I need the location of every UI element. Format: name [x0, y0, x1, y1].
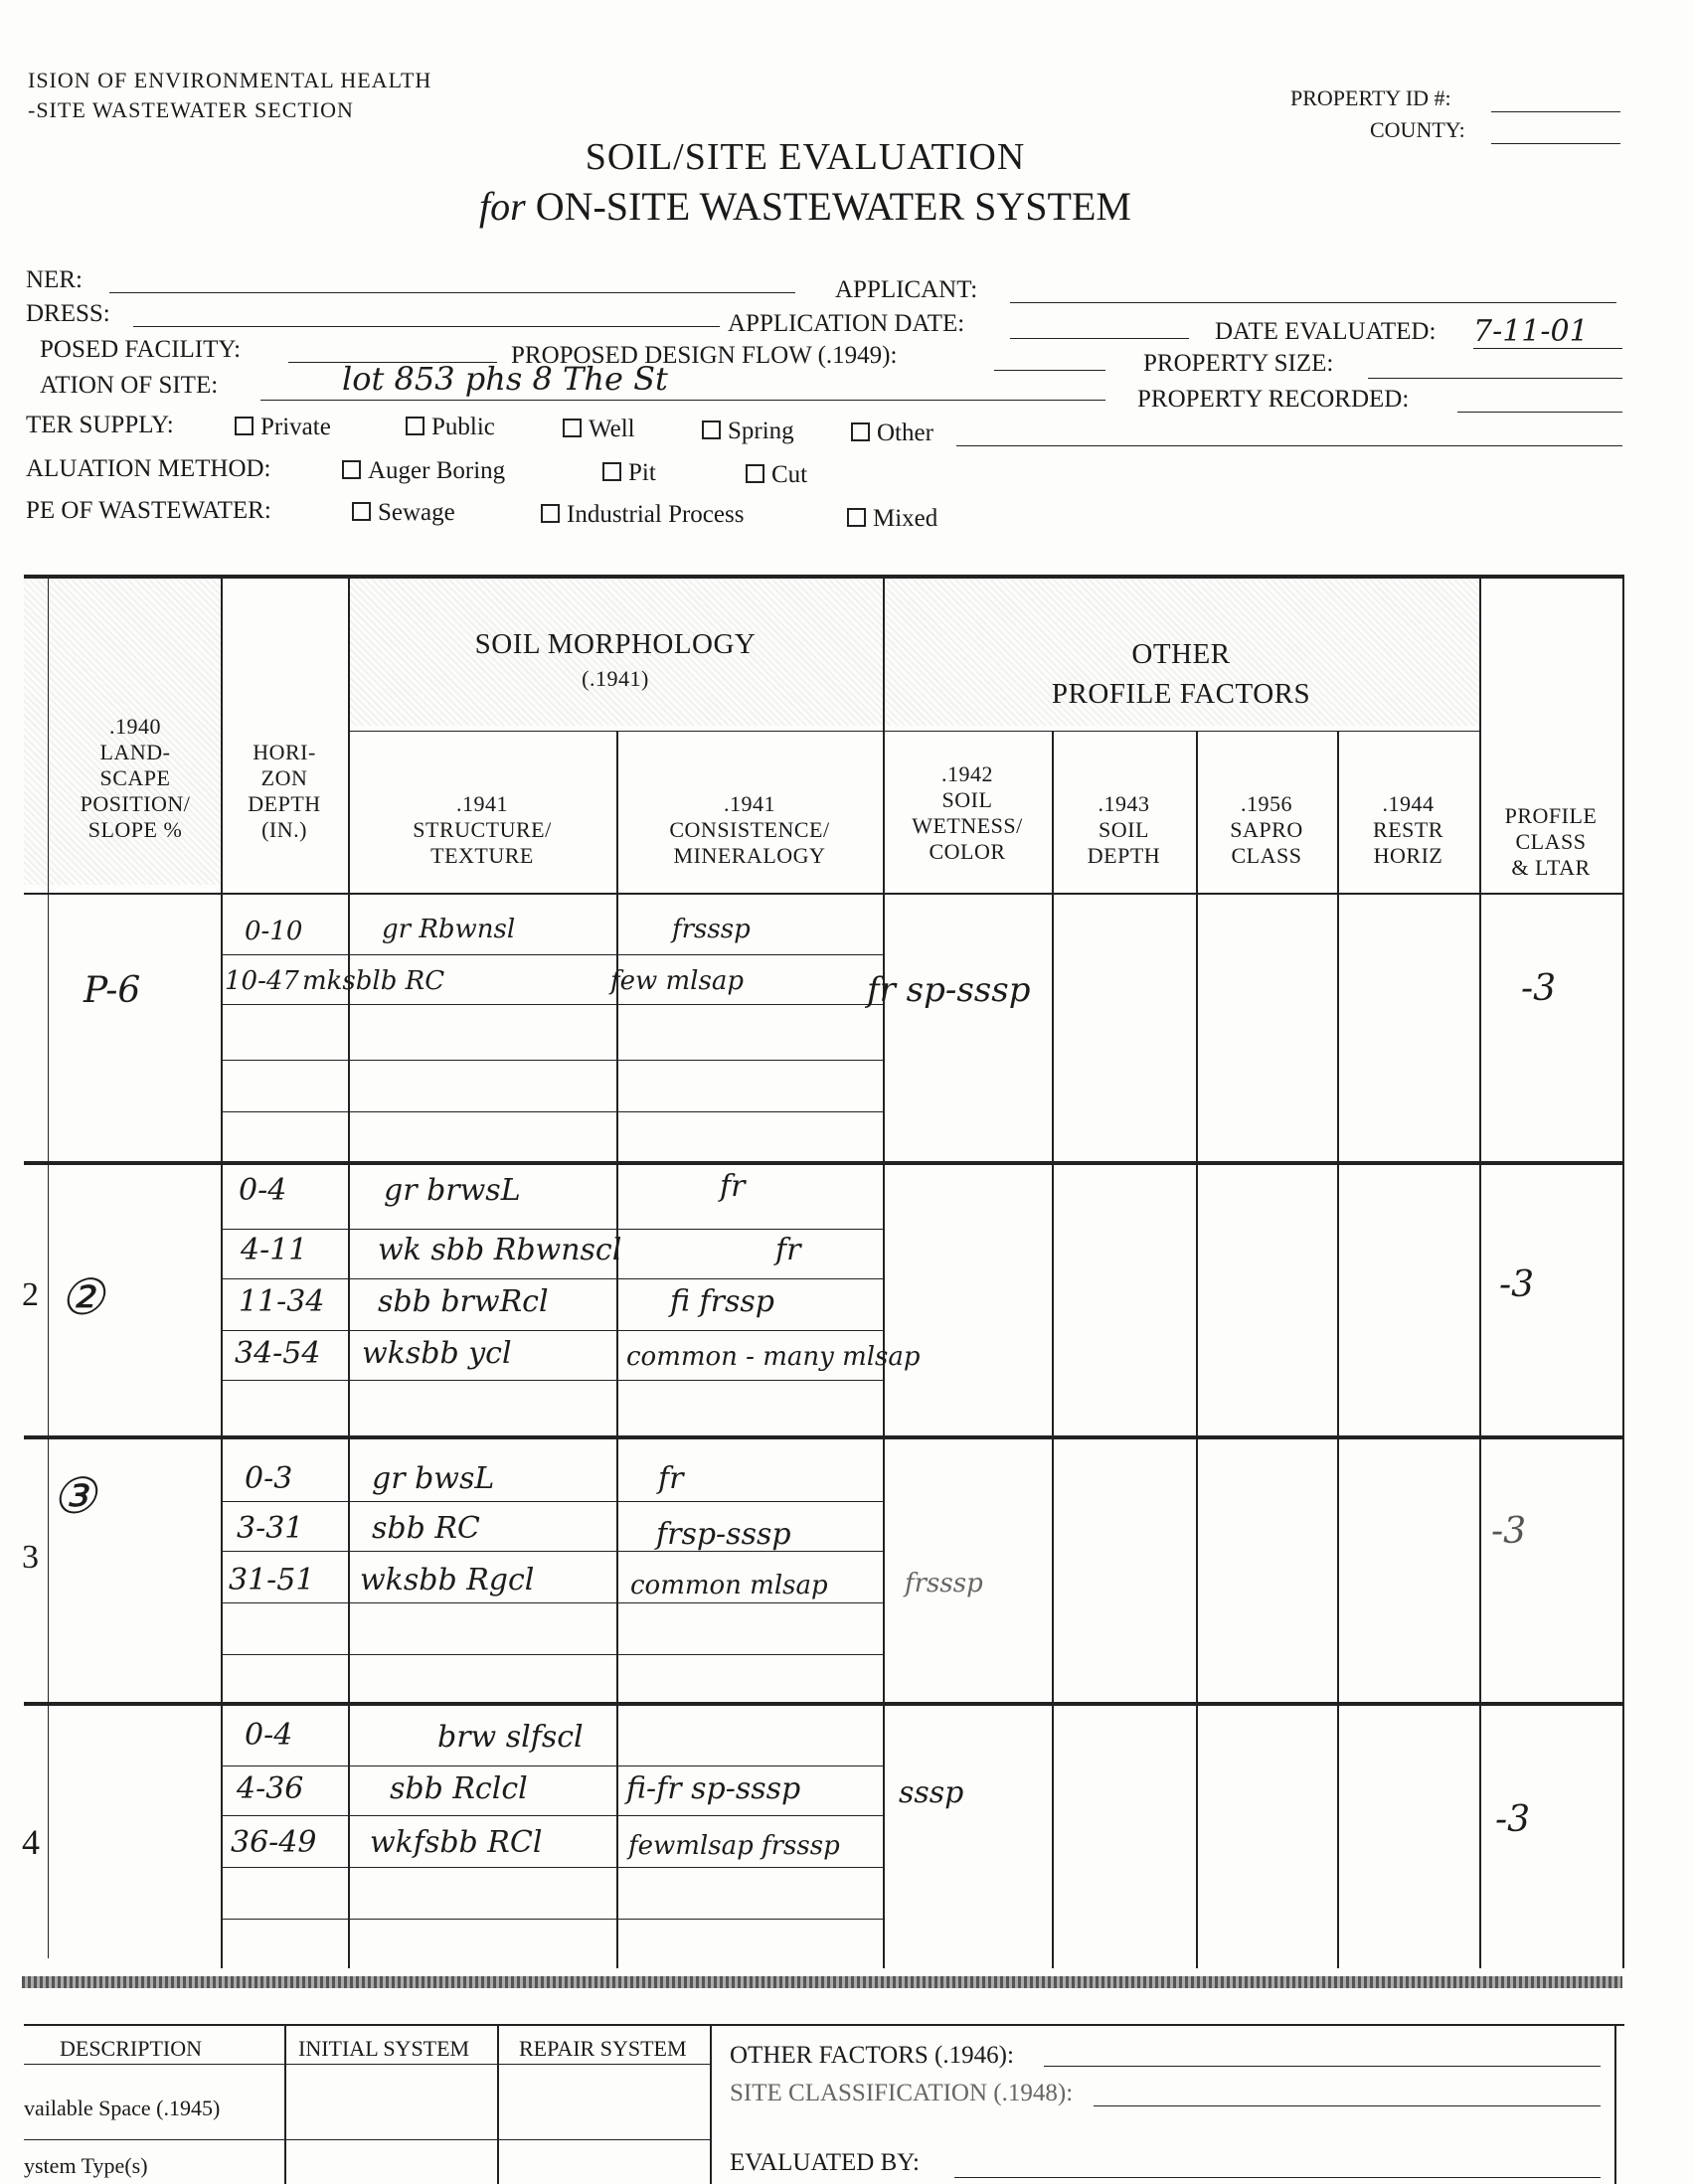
method-auger-checkbox[interactable] [342, 460, 361, 479]
method-pit-checkbox[interactable] [602, 462, 621, 481]
evaluation-method-label: ALUATION METHOD: [26, 455, 271, 482]
p3-structure-2: sbb RC [372, 1511, 480, 1546]
p1-rule-1 [221, 954, 883, 955]
location-label: ATION OF SITE: [40, 372, 219, 399]
left-edge-line [48, 577, 49, 1958]
profile-3-label: ③ [52, 1467, 96, 1525]
water-public-option[interactable]: Public [406, 414, 495, 441]
wastewater-industrial-checkbox[interactable] [541, 504, 560, 523]
date-evaluated-line [1473, 348, 1622, 349]
p3-wetness-3: frsssp [905, 1569, 983, 1598]
header-group-divider [348, 731, 1481, 732]
p3-depth-1: 0-3 [245, 1461, 293, 1496]
method-auger-option[interactable]: Auger Boring [342, 457, 505, 485]
water-other-checkbox[interactable] [851, 422, 870, 441]
p3-depth-3: 31-51 [229, 1563, 315, 1597]
application-date-label: APPLICATION DATE: [728, 310, 965, 337]
property-id-label: PROPERTY ID #: [1290, 85, 1451, 110]
water-private-option[interactable]: Private [235, 414, 331, 441]
method-cut-option[interactable]: Cut [746, 461, 807, 489]
p4-structure-1: brw slfscl [437, 1720, 584, 1755]
col-divider-7 [1337, 731, 1339, 1968]
p2-consistence-3: fi frssp [670, 1284, 774, 1319]
table-top-border [24, 575, 1624, 579]
p2-structure-1: gr brwsL [384, 1173, 521, 1208]
col-divider-2 [348, 577, 350, 1968]
p3-depth-2: 3-31 [237, 1511, 304, 1546]
p3-rule-4 [221, 1654, 883, 1655]
p2-rule-2 [221, 1278, 883, 1279]
county-label: COUNTY: [1370, 117, 1465, 142]
header-bottom-border [24, 893, 1624, 895]
agency-line-2: -SITE WASTEWATER SECTION [28, 97, 354, 122]
p1-consistence-1: frsssp [672, 915, 751, 944]
p3-rule-3 [221, 1602, 883, 1603]
profile-2-bottom [24, 1435, 1624, 1439]
page-subtitle [0, 183, 1610, 230]
site-classification-field[interactable] [1094, 2105, 1601, 2106]
owner-field[interactable] [109, 292, 795, 293]
p2-structure-4: wksbb ycl [362, 1336, 512, 1371]
address-label: DRESS: [26, 300, 110, 327]
p1-depth-2: 10-47 [225, 966, 299, 996]
col-divider-8 [1479, 577, 1481, 1968]
subtitle-for: for [479, 184, 526, 229]
p3-consistence-3: common mlsap [630, 1571, 828, 1600]
col-header-horizon-depth: HORI- ZON DEPTH (IN.) [248, 740, 321, 842]
separator-band [22, 1976, 1622, 1988]
other-factors-title-1: OTHER [1131, 638, 1231, 670]
water-spring-checkbox[interactable] [702, 420, 721, 439]
soil-morphology-title: SOIL MORPHOLOGY [474, 628, 757, 660]
date-evaluated-label: DATE EVALUATED: [1215, 318, 1437, 345]
profile-3-bottom [24, 1702, 1624, 1706]
applicant-label: APPLICANT: [835, 276, 978, 303]
p2-depth-1: 0-4 [239, 1173, 287, 1208]
col-header-profile: PROFILE CLASS & LTAR [1504, 803, 1598, 880]
p3-structure-3: wksbb Rgcl [360, 1563, 535, 1597]
profile-2-edge: 2 [22, 1276, 39, 1313]
water-private-checkbox[interactable] [235, 417, 254, 435]
profile-3-class: -3 [1491, 1511, 1527, 1552]
p4-rule-4 [221, 1919, 883, 1920]
col-divider-3 [616, 731, 618, 1968]
design-flow-label: PROPOSED DESIGN FLOW (.1949): [511, 342, 898, 369]
p4-wetness-2: sssp [899, 1775, 964, 1810]
p1-depth-1: 0-10 [245, 917, 303, 946]
p2-rule-3 [221, 1330, 883, 1331]
p2-depth-2: 4-11 [241, 1233, 308, 1267]
profile-3-edge: 3 [22, 1539, 39, 1576]
property-recorded-field[interactable] [1457, 412, 1622, 413]
p3-rule-1 [221, 1501, 883, 1502]
p2-consistence-4: common - many mlsap [626, 1342, 921, 1372]
p4-depth-3: 36-49 [231, 1825, 317, 1860]
profile-1-class: -3 [1521, 968, 1557, 1009]
p1-rule-4 [221, 1111, 883, 1112]
profile-4-edge: 4 [22, 1822, 40, 1862]
col-header-restr: .1944 RESTR HORIZ [1373, 791, 1443, 868]
p1-rule-2 [221, 1004, 883, 1005]
col-header-sapro: .1956 SAPRO CLASS [1230, 791, 1303, 868]
p1-consistence-2: few mlsap [610, 966, 744, 996]
p1-structure-2: mksblb RC [302, 966, 445, 996]
site-classification-label: SITE CLASSIFICATION (.1948): [730, 2080, 1074, 2106]
p2-depth-3: 11-34 [239, 1284, 325, 1319]
p4-depth-2: 4-36 [237, 1771, 304, 1806]
evaluated-by-label: EVALUATED BY: [730, 2149, 920, 2176]
p4-depth-1: 0-4 [245, 1718, 293, 1753]
proposed-facility-label: POSED FACILITY: [40, 336, 242, 363]
applicant-field[interactable] [1010, 302, 1616, 303]
location-value[interactable]: lot 853 phs 8 The St [342, 360, 668, 398]
bottom-header-rule [24, 2064, 710, 2065]
subtitle-rest: ON-SITE WASTEWATER SYSTEM [535, 184, 1131, 229]
wastewater-type-label: PE OF WASTEWATER: [26, 497, 271, 524]
repair-system-header: REPAIR SYSTEM [519, 2036, 687, 2061]
p4-structure-2: sbb Rclcl [390, 1771, 528, 1806]
wastewater-mixed-option[interactable]: Mixed [847, 505, 937, 533]
p4-rule-2 [221, 1815, 883, 1816]
wastewater-industrial-option[interactable]: Industrial Process [541, 501, 744, 529]
col-header-consistence: .1941 CONSISTENCE/ MINERALOGY [669, 791, 830, 868]
bottom-col-divider-2 [497, 2024, 499, 2184]
col-divider-5 [1052, 731, 1054, 1968]
water-spring-option[interactable]: Spring [702, 418, 794, 445]
water-other-option[interactable]: Other [851, 420, 933, 447]
location-field [260, 400, 1105, 401]
p2-rule-1 [221, 1229, 883, 1230]
p2-consistence-2: fr [775, 1233, 801, 1267]
application-date-field[interactable] [1010, 338, 1189, 339]
property-id-field[interactable] [1491, 111, 1620, 112]
available-space-label: vailable Space (.1945) [24, 2096, 221, 2120]
water-supply-label: TER SUPPLY: [26, 412, 174, 438]
wastewater-sewage-checkbox[interactable] [352, 502, 371, 521]
property-size-label: PROPERTY SIZE: [1143, 350, 1334, 377]
p4-rule-3 [221, 1867, 883, 1868]
p3-structure-1: gr bwsL [372, 1461, 495, 1496]
p2-consistence-1: fr [720, 1169, 746, 1204]
col-header-soil-depth: .1943 SOIL DEPTH [1087, 791, 1161, 868]
bottom-right-border [1614, 2024, 1616, 2184]
property-recorded-label: PROPERTY RECORDED: [1137, 386, 1410, 413]
profile-1-label: P-6 [84, 970, 141, 1011]
col-header-landscape: .1940 LAND- SCAPE POSITION/ SLOPE % [80, 714, 191, 842]
water-public-checkbox[interactable] [406, 417, 424, 435]
p2-depth-4: 34-54 [235, 1336, 321, 1371]
property-size-field[interactable] [1368, 378, 1622, 379]
p2-structure-2: wk sbb Rbwnscl [378, 1233, 622, 1267]
evaluated-by-field[interactable] [954, 2177, 1601, 2178]
owner-label: NER: [26, 266, 83, 293]
profile-1-bottom [24, 1161, 1624, 1165]
design-flow-field[interactable] [994, 370, 1105, 371]
address-field[interactable] [133, 326, 720, 327]
water-other-field[interactable] [956, 445, 1622, 446]
p1-wetness-2: fr sp-sssp [867, 970, 1031, 1010]
p1-structure-1: gr Rbwnsl [382, 915, 516, 944]
profile-2-label: ② [60, 1268, 104, 1326]
page-title: SOIL/SITE EVALUATION [585, 136, 1026, 178]
p4-consistence-2: fi-fr sp-sssp [626, 1771, 801, 1806]
bottom-col-divider-1 [284, 2024, 286, 2184]
other-factors-title-2: PROFILE FACTORS [1051, 678, 1311, 710]
other-factors-label: OTHER FACTORS (.1946): [730, 2042, 1014, 2069]
p3-consistence-1: fr [658, 1461, 684, 1496]
water-well-checkbox[interactable] [563, 419, 582, 437]
bottom-col-divider-3 [710, 2024, 712, 2184]
col-header-structure: .1941 STRUCTURE/ TEXTURE [413, 791, 552, 868]
date-evaluated-value[interactable]: 7-11-01 [1473, 314, 1589, 349]
water-well-option[interactable]: Well [563, 416, 635, 443]
method-cut-checkbox[interactable] [746, 464, 764, 483]
p1-rule-3 [221, 1060, 883, 1061]
wastewater-mixed-checkbox[interactable] [847, 508, 866, 527]
method-pit-option[interactable]: Pit [602, 459, 656, 487]
soil-morphology-rule: (.1941) [582, 666, 649, 691]
initial-system-header: INITIAL SYSTEM [298, 2036, 470, 2061]
p4-consistence-3: fewmlsap frsssp [628, 1831, 840, 1861]
bottom-table-top [24, 2024, 1624, 2026]
p4-structure-3: wkfsbb RCl [370, 1825, 543, 1860]
system-types-label: ystem Type(s) [24, 2153, 148, 2178]
p4-rule-1 [221, 1765, 883, 1766]
profile-4-class: -3 [1495, 1799, 1531, 1840]
p2-structure-3: sbb brwRcl [378, 1284, 549, 1319]
p3-consistence-2: frsp-sssp [656, 1517, 791, 1552]
profile-2-class: -3 [1499, 1264, 1535, 1305]
col-divider-6 [1196, 731, 1198, 1968]
wastewater-sewage-option[interactable]: Sewage [352, 499, 455, 527]
bottom-row-rule [24, 2139, 710, 2140]
description-header: DESCRIPTION [60, 2036, 203, 2061]
agency-line-1: ISION OF ENVIRONMENTAL HEALTH [28, 68, 432, 92]
col-header-wetness: .1942 SOIL WETNESS/ COLOR [912, 761, 1023, 864]
table-right-border [1622, 577, 1624, 1968]
other-factors-field[interactable] [1044, 2066, 1601, 2067]
p2-rule-4 [221, 1380, 883, 1381]
